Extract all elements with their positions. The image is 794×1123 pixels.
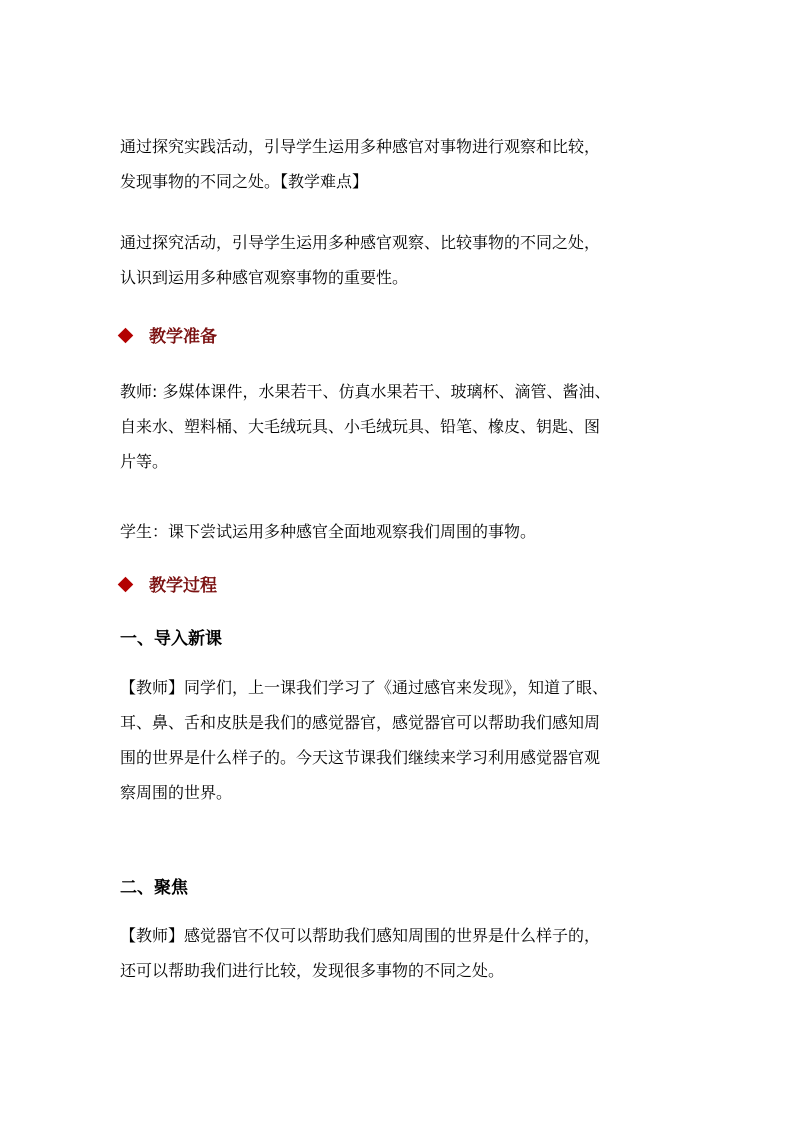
text-line: 【教师】同学们，上一课我们学习了《通过感官来发现》，知道了眼、 <box>120 678 609 697</box>
paragraph-key-points <box>120 129 680 199</box>
text-line: 认识到运用多种感官观察事物的重要性。 <box>120 268 409 287</box>
paragraph-difficulty <box>120 225 680 295</box>
text-line: 通过探究活动，引导学生运用多种感官观察、比较事物的不同之处， <box>120 233 601 252</box>
text-line: 围的世界是什么样子的。今天这节课我们继续来学习利用感觉器官观 <box>120 748 601 767</box>
diamond-bullet-icon <box>118 328 134 344</box>
heading-teaching-preparation <box>120 325 217 349</box>
heading-text: 教学过程 <box>149 576 217 596</box>
paragraph-focus <box>120 918 680 988</box>
paragraph-introduction <box>120 670 680 810</box>
text-line: 片等。 <box>120 452 169 471</box>
heading-section-introduction: 一、导入新课 <box>120 629 222 649</box>
heading-text: 教学准备 <box>149 327 217 347</box>
diamond-bullet-icon <box>118 577 134 593</box>
text-line: 耳、鼻、舌和皮肤是我们的感觉器官，感觉器官可以帮助我们感知周 <box>120 713 601 732</box>
text-line: 学生：课下尝试运用多种感官全面地观察我们周围的事物。 <box>120 522 537 541</box>
paragraph-student-preparation <box>120 514 680 549</box>
text-line: 还可以帮助我们进行比较，发现很多事物的不同之处。 <box>120 961 505 980</box>
text-line: 察周围的世界。 <box>120 783 233 802</box>
text-line: 发现事物的不同之处。【教学难点】 <box>120 172 369 191</box>
paragraph-teacher-materials <box>120 374 680 479</box>
text-line: 【教师】感觉器官不仅可以帮助我们感知周围的世界是什么样子的， <box>120 926 601 945</box>
heading-section-focus: 二、聚焦 <box>120 878 188 898</box>
heading-teaching-process <box>120 574 217 598</box>
text-line: 通过探究实践活动，引导学生运用多种感官对事物进行观察和比较， <box>120 137 601 156</box>
text-line: 教师: 多媒体课件，水果若干、仿真水果若干、玻璃杯、滴管、酱油、 <box>120 382 611 401</box>
text-line: 自来水、塑料桶、大毛绒玩具、小毛绒玩具、铅笔、橡皮、钥匙、图 <box>120 417 601 436</box>
